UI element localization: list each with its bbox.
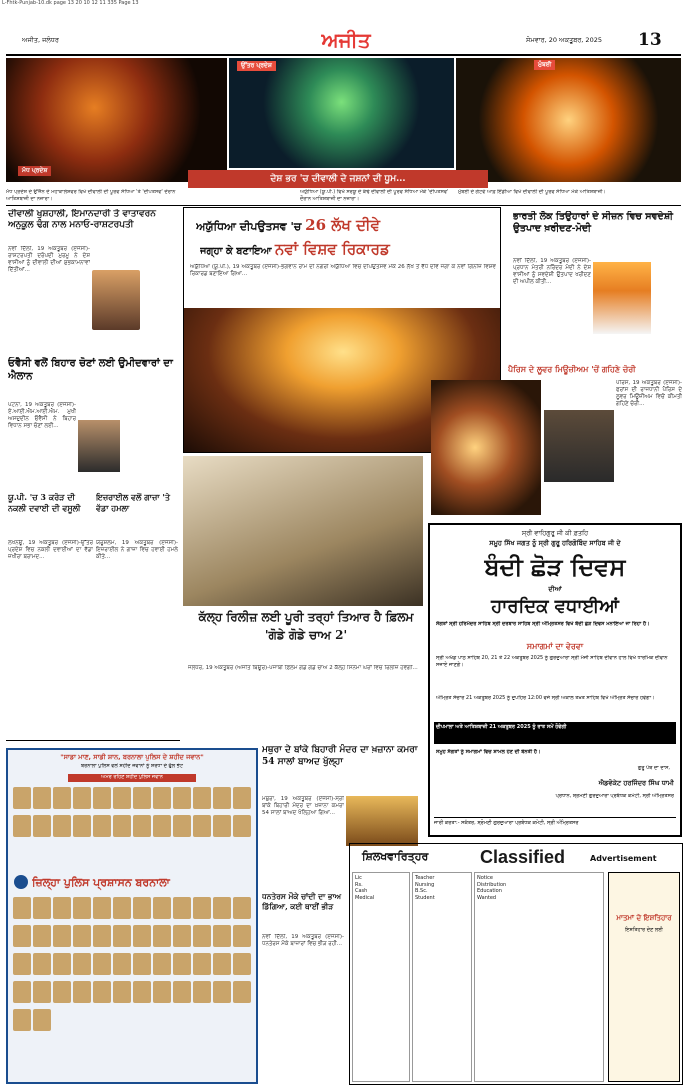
martyr-photo	[73, 815, 91, 837]
martyr-photo	[193, 787, 211, 809]
officer-photo	[233, 925, 251, 947]
diwali-banner: ਦੇਸ਼ ਭਰ 'ਚ ਦੀਵਾਲੀ ਦੇ ਜਸ਼ਨਾਂ ਦੀ ਧੂਮ...	[188, 170, 488, 188]
bandi-di: ਦੀਆਂ	[548, 585, 562, 593]
officer-photo	[33, 981, 51, 1003]
officer-photo	[53, 981, 71, 1003]
officer-photo	[53, 897, 71, 919]
officer-photo	[93, 981, 111, 1003]
martyr-photo	[93, 815, 111, 837]
bandi-program-2: ਅੰਮ੍ਰਿਤ ਸੰਚਾਰ 21 ਅਕਤੂਬਰ 2025 ਨੂੰ ਦੁਪਹਿਰ 12:00 ਵਜੇ ਸ੍ਰੀ ਅਕਾਲ ਤਖ਼ਤ ਸਾਹਿਬ ਵਿਖੇ ਅੰਮ੍ਰਿਤ ਸੰਚਾਰ ਹੋਵੇਗਾ।	[436, 695, 655, 701]
israel-headline: ਇਜ਼ਰਾਈਲ ਵਲੋਂ ਗਾਜ਼ਾ 'ਤੇ ਵੱਡਾ ਹਮਲਾ	[96, 492, 170, 513]
police-top-line: "ਸਾਡਾ ਮਾਣ, ਸਾਡੀ ਸ਼ਾਨ, ਬਰਨਾਲਾ ਪੁਲਿਸ ਦੇ ਸ਼ਹੀਦ ਜਵਾਨ"	[60, 753, 204, 761]
martyr-photo	[133, 787, 151, 809]
right-box-title: ਮਾਤਮਾਂ ਦੇ ਇਸ਼ਤਿਹਾਰ	[616, 913, 672, 922]
officer-photo	[13, 897, 31, 919]
police-ad	[6, 748, 258, 1084]
ayodhya-headline: ਨਵਾਂ ਵਿਸ਼ਵ ਰਿਕਾਰਡ	[274, 240, 390, 258]
ayodhya-kicker-line	[196, 214, 496, 236]
modi-headline: ਭਾਰਤੀ ਲੋਕ ਤਿਉਹਾਰਾਂ ਦੇ ਸੀਜ਼ਨ ਵਿਚ ਸਵਦੇਸ਼ੀ ਉਤਪਾਦ ਖ਼ਰੀਦਣ-ਮੋਦੀ	[513, 211, 674, 234]
martyr-photo	[193, 815, 211, 837]
cracker-headline: ਧਨਤੇਰਸ ਮੌਕੇ ਚਾਂਦੀ ਦਾ ਭਾਅ ਡਿੱਗਿਆ, ਕਈ ਥਾਈਂ ਭੀੜ	[262, 892, 342, 911]
classified-title-en: Classified	[480, 847, 566, 867]
officer-photo	[213, 981, 231, 1003]
martyr-photo	[173, 787, 191, 809]
officer-photo	[33, 953, 51, 975]
classified-col-2	[412, 872, 472, 1082]
label-up: ਉੱਤਰ ਪ੍ਰਦੇਸ਼	[237, 61, 276, 71]
class-item: Education	[477, 888, 502, 894]
officer-photo	[13, 925, 31, 947]
officer-photo	[193, 953, 211, 975]
rule-under-photos	[6, 205, 681, 206]
classified-title-pa: ਸ਼ਿਲਖਵਾਰਿਤ੍ਹਰ	[362, 850, 429, 863]
officer-photo	[113, 897, 131, 919]
officer-photo	[133, 953, 151, 975]
police-sub-line: ਬਰਨਾਲਾ ਪੁਲਿਸ ਵਲੋਂ ਸ਼ਹੀਦ ਜਵਾਨਾਂ ਨੂੰ ਸ਼ਰਧਾ ਦੇ ਫੁੱਲ ਭੇਟ	[80, 763, 183, 769]
header-rule	[6, 54, 681, 56]
classified-header	[352, 846, 680, 870]
caption-right: ਮੁੰਬਈ ਦੇ ਗੇਟਵੇ ਆਫ਼ ਇੰਡੀਆ ਵਿਖੇ ਦੀਵਾਲੀ ਦੀ ਪੂਰਵ ਸੰਧਿਆ ਮੌਕੇ ਆਤਿਸ਼ਬਾਜ਼ੀ।	[458, 189, 606, 195]
officer-photo	[233, 981, 251, 1003]
martyr-photo	[153, 787, 171, 809]
officer-photo	[53, 925, 71, 947]
president-photo	[92, 270, 140, 330]
bandi-program-1: ਸ੍ਰੀ ਅਖੰਡ ਪਾਠ ਸਾਹਿਬ 20, 21 ਤੇ 22 ਅਕਤੂਬਰ 2025 ਨੂੰ ਗੁਰਦੁਆਰਾ ਸ੍ਰੀ ਮੰਜੀ ਸਾਹਿਬ ਦੀਵਾਨ ਹਾਲ ਵਿਖੇ ਧਾਰਮਿਕ ਦੀਵਾਨ ਸਜਾਏ ਜਾਣਗੇ।	[436, 655, 668, 668]
class-item: B.Sc.	[415, 888, 428, 894]
officer-photo	[33, 897, 51, 919]
officer-photo	[113, 953, 131, 975]
martyr-photo	[13, 815, 31, 837]
martyr-photo	[153, 815, 171, 837]
martyr-photo	[113, 815, 131, 837]
film-headline: ਕੱਲ੍ਹ ਰਿਲੀਜ਼ ਲਈ ਪੂਰੀ ਤਰ੍ਹਾਂ ਤਿਆਰ ਹੈ ਫ਼ਿਲਮ 'ਗੋਡੇ ਗੋਡੇ ਚਾਅ 2'	[198, 610, 414, 642]
class-item: Rs.	[355, 881, 363, 888]
officer-photo	[33, 1009, 51, 1031]
bandi-appeal: ਸਮੂਹ ਸੰਗਤਾਂ ਨੂੰ ਸਮਾਗਮਾਂ ਵਿਚ ਸ਼ਾਮਲ ਹੋਣ ਦੀ ਬੇਨਤੀ ਹੈ।	[436, 749, 541, 755]
officer-photo	[113, 981, 131, 1003]
upi-body: ਲਖਨਊ, 19 ਅਕਤੂਬਰ (ਏਜੰਸੀ)-ਉੱਤਰ ਪ੍ਰਦੇਸ਼ ਵਿਚ ਨਕਲੀ ਦਵਾਈਆਂ ਦਾ ਵੱਡਾ ਜ਼ਖੀਰਾ ਬਰਾਮਦ...	[8, 540, 93, 560]
israel-body: ਯੇਰੂਸ਼ਲਮ, 19 ਅਕਤੂਬਰ (ਏਜੰਸੀ)-ਇਜ਼ਰਾਈਲ ਨੇ ਗਾਜ਼ਾ ਵਿਚ ਹਵਾਈ ਹਮਲੇ ਕੀਤੇ...	[96, 540, 178, 560]
film-body: ਜਲੰਧਰ, 19 ਅਕਤੂਬਰ (ਅਜੀਤ ਬਿਊਰੋ)-ਪੰਜਾਬੀ ਫ਼ਿਲਮ ਗੋਡੇ ਗੋਡੇ ਚਾਅ 2 ਕੱਲ੍ਹ ਸਿਨੇਮਾ ਘਰਾਂ ਵਿਚ ਰਿਲੀਜ਼ ਹੋਵੇਗੀ...	[188, 665, 418, 671]
photo-uttar-pradesh	[229, 58, 454, 168]
mathura-body: ਮਥੁਰਾ, 19 ਅਕਤੂਬਰ (ਏਜੰਸੀ)-ਸ੍ਰੀ ਬਾਂਕੇ ਬਿਹਾਰੀ ਮੰਦਰ ਦਾ ਖ਼ਜ਼ਾਨਾ ਕਮਰਾ 54 ਸਾਲਾਂ ਬਾਅਦ ਖੋਲ੍ਹਿਆ ਗਿਆ...	[262, 796, 344, 816]
ayodhya-kicker-highlight: 26 ਲੱਖ ਦੀਵੇ	[305, 216, 380, 234]
class-item: Medical	[355, 894, 375, 901]
modi-photo	[593, 262, 651, 334]
caption-left: ਮੱਧ ਪ੍ਰਦੇਸ਼ ਦੇ ਉੱਜੈਨ ਦੇ ਮਹਾਕਾਲੇਸ਼ਵਰ ਵਿਖੇ ਦੀਵਾਲੀ ਦੀ ਪੂਰਵ ਸੰਧਿਆ 'ਤੇ 'ਦੀਪੋਤਸਵ' ਦੌਰਾਨ ਆਤਿਸ਼ਬਾਜ਼ੀ ਦਾ ਨਜ਼ਾਰਾ।	[6, 189, 176, 202]
martyr-photo	[133, 815, 151, 837]
owaisi-photo	[78, 420, 120, 472]
cracker-body: ਨਵੀਂ ਦਿੱਲੀ, 19 ਅਕਤੂਬਰ (ਏਜੰਸੀ)-ਧਨਤੇਰਸ ਮੌਕੇ ਬਾਜ਼ਾਰਾਂ ਵਿਚ ਭੀੜ ਰਹੀ...	[262, 934, 344, 947]
police-title: ਜ਼ਿਲ੍ਹਾ ਪੁਲਿਸ ਪ੍ਰਸ਼ਾਸਨ ਬਰਨਾਲਾ	[32, 876, 170, 889]
right-box-sub: ਇਸ਼ਤਿਹਾਰ ਦੇਣ ਲਈ	[625, 927, 663, 933]
photo-madhya-pradesh	[6, 58, 227, 182]
officer-photo	[93, 897, 111, 919]
class-item: Teacher	[415, 875, 435, 881]
dateline-left: ਅਜੀਤ, ਜਲੰਧਰ	[22, 36, 59, 44]
martyr-photo	[13, 787, 31, 809]
bandi-highlight: ਦੀਪਮਾਲਾ ਅਤੇ ਆਤਿਸ਼ਬਾਜ਼ੀ 21 ਅਕਤੂਬਰ 2025 ਨੂੰ ਰਾਤ ਸਮੇਂ ਹੋਵੇਗੀ	[434, 722, 676, 744]
martyr-photo	[33, 787, 51, 809]
bandi-sign-2: ਐਡਵੋਕੇਟ ਹਰਜਿੰਦਰ ਸਿੰਘ ਧਾਮੀ	[598, 779, 674, 787]
officer-photo	[213, 953, 231, 975]
officer-photo	[233, 897, 251, 919]
label-mumbai: ਮੁੰਬਈ	[534, 60, 555, 70]
bandi-title: ਬੰਦੀ ਛੋੜ ਦਿਵਸ	[484, 552, 626, 581]
officer-photo	[153, 953, 171, 975]
officer-photo	[113, 925, 131, 947]
officer-photo	[173, 953, 191, 975]
class-item: Student	[415, 894, 435, 901]
print-line: L-Fhtk-Punjab-10.dk page 13 20 10 12 11 335 Page 13	[2, 0, 139, 6]
officer-photo	[73, 981, 91, 1003]
officer-photo	[173, 897, 191, 919]
bandi-sign-1: ਗੁਰੂ ਪੰਥ ਦਾ ਦਾਸ,	[637, 765, 670, 771]
class-item: Lic	[355, 875, 362, 881]
officer-photo	[13, 953, 31, 975]
class-item: Nursing	[415, 881, 435, 888]
martyr-photo	[213, 787, 231, 809]
louvre-photo	[544, 410, 614, 482]
classified-right-box	[608, 872, 680, 1082]
martyr-photo	[233, 787, 251, 809]
mathura-photo	[346, 796, 418, 846]
bandi-details: ਸੰਗਤਾਂ ਸ੍ਰੀ ਹਰਿਮੰਦਰ ਸਾਹਿਬ ਸ੍ਰੀ ਦਰਬਾਰ ਸਾਹਿਬ ਸ੍ਰੀ ਅੰਮ੍ਰਿਤਸਰ ਵਿਖੇ ਬੰਦੀ ਛੋੜ ਦਿਵਸ ਮਨਾਇਆ ਜਾ ਰਿਹਾ ਹੈ।	[436, 621, 650, 627]
officer-photo	[33, 925, 51, 947]
officer-photo	[93, 925, 111, 947]
officer-photo	[13, 1009, 31, 1031]
martyr-photo	[113, 787, 131, 809]
mathura-headline: ਮਥੁਰਾ ਦੇ ਬਾਂਕੇ ਬਿਹਾਰੀ ਮੰਦਰ ਦਾ ਖ਼ਜ਼ਾਨਾ ਕਮਰਾ 54 ਸਾਲਾਂ ਬਾਅਦ ਖੁੱਲ੍ਹਾ	[262, 745, 418, 767]
masthead: ਅਜੀਤ	[321, 28, 371, 52]
classified-col-1	[352, 872, 410, 1082]
paris-body: ਪੈਰਿਸ, 19 ਅਕਤੂਬਰ (ਏਜੰਸੀ)-ਫਰਾਂਸ ਦੀ ਰਾਜਧਾਨੀ ਪੈਰਿਸ ਦੇ ਲੂਵਰ ਮਿਊਜ਼ੀਅਮ ਵਿਚੋਂ ਕੀਮਤੀ ਗਹਿਣੇ ਚੋਰੀ...	[616, 380, 682, 407]
class-item: Distribution	[477, 881, 507, 888]
date-right: ਸੋਮਵਾਰ, 20 ਅਕਤੂਬਰ, 2025	[526, 36, 602, 44]
martyr-photo	[213, 815, 231, 837]
officer-photo	[233, 953, 251, 975]
officer-photo	[93, 953, 111, 975]
bandi-intro: ਸ੍ਰੀ ਵਾਹਿਗੁਰੂ ਜੀ ਕੀ ਫ਼ਤਹਿ	[521, 529, 589, 537]
president-headline: ਦੀਵਾਲੀ ਖੁਸ਼ਹਾਲੀ, ਇਮਾਨਦਾਰੀ ਤੇ ਵਾਤਾਵਰਨ ਅਨੁਕੂਲ ਢੰਗ ਨਾਲ ਮਨਾਓ-ਰਾਸ਼ਟਰਪਤੀ	[8, 209, 156, 230]
officer-photo	[133, 897, 151, 919]
classified-subtitle: Advertisement	[590, 854, 657, 863]
film-photo	[183, 456, 423, 606]
page-number: 13	[638, 30, 662, 50]
officer-photo	[53, 953, 71, 975]
martyr-photo	[53, 787, 71, 809]
officer-photo	[193, 981, 211, 1003]
class-item: Notice	[477, 875, 493, 881]
martyr-photo	[173, 815, 191, 837]
bandi-sign-3: ਪ੍ਰਧਾਨ, ਸ਼੍ਰੋਮਣੀ ਗੁਰਦੁਆਰਾ ਪ੍ਰਬੰਧਕ ਕਮੇਟੀ, ਸ੍ਰੀ ਅੰਮ੍ਰਿਤਸਰ	[555, 793, 674, 799]
punjab-police-logo-icon	[14, 875, 28, 889]
officer-photo	[173, 925, 191, 947]
officer-photo	[153, 981, 171, 1003]
modi-body: ਨਵੀਂ ਦਿੱਲੀ, 19 ਅਕਤੂਬਰ (ਏਜੰਸੀ)-ਪ੍ਰਧਾਨ ਮੰਤਰੀ ਨਰਿੰਦਰ ਮੋਦੀ ਨੇ ਦੇਸ਼ ਵਾਸੀਆਂ ਨੂੰ ਸਵਦੇਸ਼ੀ ਉਤਪਾਦ ਖਰੀਦਣ ਦੀ ਅਪੀਲ ਕੀਤੀ...	[513, 258, 591, 285]
officer-photo	[73, 925, 91, 947]
caption-center: ਅਯੁੱਧਿਆ (ਯੂ.ਪੀ.) ਵਿਖੇ ਸਰਯੂ ਦੇ ਕੰਢੇ ਦੀਵਾਲੀ ਦੀ ਪੂਰਵ ਸੰਧਿਆ ਮੌਕੇ 'ਦੀਪੋਤਸਵ' ਦੌਰਾਨ ਆਤਿਸ਼ਬਾਜ਼ੀ ਦਾ ਨਜ਼ਾਰਾ।	[300, 189, 449, 202]
ayodhya-sub-kicker: ਜਗ੍ਹਾ ਕੇ ਬਣਾਇਆ	[200, 246, 272, 257]
martyr-photo	[93, 787, 111, 809]
officer-photo	[173, 981, 191, 1003]
ayodhya-headline-line	[200, 238, 496, 260]
classified-col-3	[474, 872, 604, 1082]
paris-headline: ਪੈਰਿਸ ਦੇ ਲੂਵਰ ਮਿਊਜ਼ੀਅਮ 'ਚੋਂ ਗਹਿਣੇ ਚੋਰੀ	[508, 364, 636, 374]
bandi-chhor-ad	[428, 523, 682, 837]
bandi-footer: ਜਾਰੀ ਕਰਤਾ:- ਸਕੱਤਰ, ਸ਼੍ਰੋਮਣੀ ਗੁਰਦੁਆਰਾ ਪ੍ਰਬੰਧਕ ਕਮੇਟੀ, ਸ੍ਰੀ ਅੰਮ੍ਰਿਤਸਰ	[434, 817, 676, 831]
ayodhya-body: ਅਯੁੱਧਿਆ (ਯੂ.ਪੀ.), 19 ਅਕਤੂਬਰ (ਏਜੰਸੀ)-ਭਗਵਾਨ ਰਾਮ ਦੀ ਨਗਰੀ ਅਯੁੱਧਿਆ ਵਿਚ ਦੀਪਉਤਸਵ ਮੌਕੇ 26 ਲੱਖ ਤੋਂ ਵੱਧ ਦੀਵੇ ਜਗਾ ਕੇ ਨਵਾਂ ਗਿੰਨੀਜ਼ ਵਿਸ਼ਵ ਰਿਕਾਰਡ ਬਣਾਇਆ ਗਿਆ...	[190, 264, 496, 277]
officer-photo	[153, 897, 171, 919]
officer-photo	[73, 953, 91, 975]
police-mid-line: ਅਮਰ ਰਹਿਣ ਸ਼ਹੀਦ ਪੁਲਿਸ ਜਵਾਨ	[68, 774, 196, 782]
officer-photo	[193, 897, 211, 919]
owaisi-body: ਪਟਨਾ, 19 ਅਕਤੂਬਰ (ਏਜੰਸੀ)-ਏ.ਆਈ.ਐਮ.ਆਈ.ਐਮ. ਮੁਖੀ ਅਸਦੁਦੀਨ ਓਵੈਸੀ ਨੇ ਬਿਹਾਰ ਵਿਧਾਨ ਸਭਾ ਚੋਣਾਂ ਲਈ...	[8, 402, 76, 429]
officers-grid	[12, 896, 252, 1080]
martyr-photo	[73, 787, 91, 809]
label-mp: ਮੱਧ ਪ੍ਰਦੇਸ਼	[18, 166, 51, 176]
classified-section	[349, 843, 683, 1085]
president-body: ਨਵੀਂ ਦਿੱਲੀ, 19 ਅਕਤੂਬਰ (ਏਜੰਸੀ)-ਰਾਸ਼ਟਰਪਤੀ ਦਰੋਪਦੀ ਮੁਰਮੂ ਨੇ ਦੇਸ਼ ਵਾਸੀਆਂ ਨੂੰ ਦੀਵਾਲੀ ਦੀਆਂ ਸ਼ੁਭਕਾਮਨਾਵਾਂ ਦਿੱਤੀਆਂ...	[8, 246, 90, 273]
officer-photo	[193, 925, 211, 947]
officer-photo	[73, 897, 91, 919]
upi-headline: ਯੂ.ਪੀ. 'ਚ 3 ਕਰੋੜ ਦੀ ਨਕਲੀ ਦਵਾਈ ਦੀ ਵਸੂਲੀ	[8, 492, 81, 513]
owaisi-headline: ਓਵੈਸੀ ਵਲੋਂ ਬਿਹਾਰ ਚੋਣਾਂ ਲਈ ਉਮੀਦਵਾਰਾਂ ਦਾ ਐਲਾਨ	[8, 358, 173, 382]
officer-photo	[133, 981, 151, 1003]
masthead-bar	[6, 14, 681, 58]
bandi-programs-title: ਸਮਾਗਮਾਂ ਦਾ ਵੇਰਵਾ	[526, 641, 584, 651]
martyrs-grid	[12, 786, 252, 872]
diya-photo	[431, 380, 541, 515]
officer-photo	[13, 981, 31, 1003]
officer-photo	[213, 925, 231, 947]
bandi-greeting: ਹਾਰਦਿਕ ਵਧਾਈਆਂ	[491, 596, 619, 617]
class-item: Wanted	[477, 894, 497, 901]
officer-photo	[133, 925, 151, 947]
bandi-line: ਸਮੂਹ ਸਿੱਖ ਜਗਤ ਨੂੰ ਸ੍ਰੀ ਗੁਰੂ ਹਰਿਗੋਬਿੰਦ ਸਾਹਿਬ ਜੀ ਦੇ	[489, 539, 621, 547]
photo-mumbai	[456, 58, 681, 182]
class-item: Cash	[355, 888, 368, 894]
rule-left-col	[6, 740, 180, 741]
officer-photo	[153, 925, 171, 947]
ayodhya-kicker: ਅਯੁੱਧਿਆ ਦੀਪਉਤਸਵ 'ਚ	[196, 220, 302, 233]
officer-photo	[213, 897, 231, 919]
martyr-photo	[33, 815, 51, 837]
martyr-photo	[53, 815, 71, 837]
martyr-photo	[233, 815, 251, 837]
